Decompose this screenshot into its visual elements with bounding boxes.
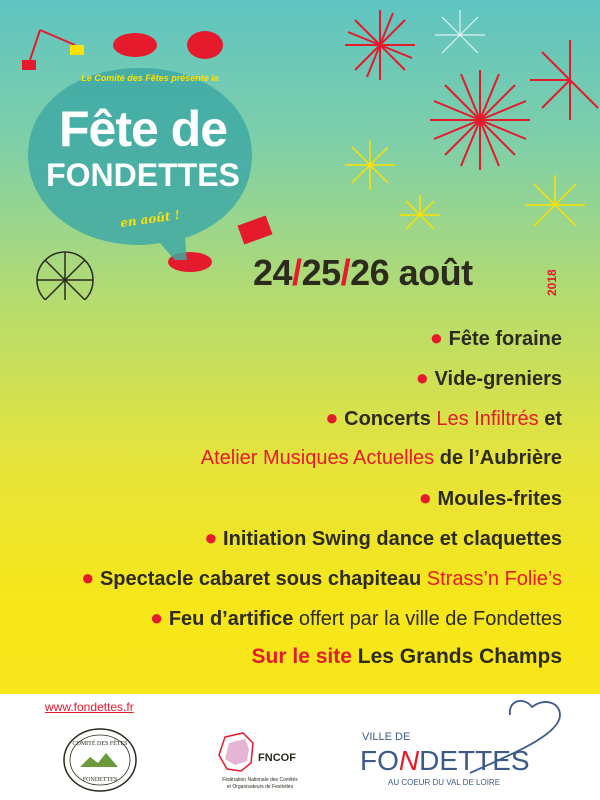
program-list — [2, 318, 562, 638]
fncof-logo — [205, 725, 315, 795]
title-line-2: FONDETTES — [46, 157, 240, 193]
program-item: ● Spectacle cabaret sous chapiteau Strass’n Folie’s — [81, 565, 562, 590]
bullet-icon: ● — [415, 365, 429, 390]
tagline: en août ! — [119, 207, 181, 231]
comite-des-fetes-logo — [60, 725, 140, 795]
bullet-icon: ● — [149, 605, 164, 630]
location-line: Sur le site Les Grands Champs — [251, 645, 562, 668]
event-year: 2018 — [545, 269, 559, 296]
event-dates: 24/25/26 août — [253, 252, 473, 293]
bullet-icon: ● — [81, 565, 95, 590]
program-item: ● Concerts Les Infiltrés et — [325, 405, 562, 430]
program-item: ● Vide-greniers — [415, 365, 562, 390]
bullet-icon: ● — [418, 485, 432, 510]
program-item: Atelier Musiques Actuelles de l’Aubrière — [200, 447, 562, 469]
program-item: ● Moules-frites — [418, 485, 562, 510]
logo2-caption-2: et Organisateurs de Festivités — [226, 784, 294, 790]
bullet-icon: ● — [204, 525, 218, 550]
svg-text:FONDETTES: FONDETTES — [360, 745, 530, 776]
logo3-tagline: AU COEUR DU VAL DE LOIRE — [388, 778, 501, 787]
ville-de-fondettes-logo — [340, 695, 580, 795]
date-day-3: 26 août — [350, 252, 473, 293]
date-day-1: 24 — [253, 252, 293, 293]
bullet-icon: ● — [325, 405, 339, 430]
bullet-icon: ● — [429, 325, 444, 350]
organizer-line: Le Comité des Fêtes présente la — [81, 73, 219, 83]
date-day-2: 25 — [301, 252, 341, 293]
program-item: ● Initiation Swing dance et claquettes — [204, 525, 562, 550]
logo3-top-text: VILLE DE — [362, 731, 411, 743]
logo2-caption-1: Fédération Nationale des Comités — [222, 777, 298, 783]
logo1-top-text: COMITÉ DES FÊTES — [72, 741, 128, 747]
program-item: ● Fête foraine — [429, 325, 562, 350]
program-item: ● Feu d’artifice offert par la ville de Fondettes — [149, 605, 562, 630]
title-line-1: Fête de — [58, 101, 228, 157]
website-link[interactable]: www.fondettes.fr — [45, 700, 134, 714]
logo1-bottom-text: FONDETTES — [82, 777, 118, 783]
logo2-name: FNCOF — [258, 752, 296, 764]
